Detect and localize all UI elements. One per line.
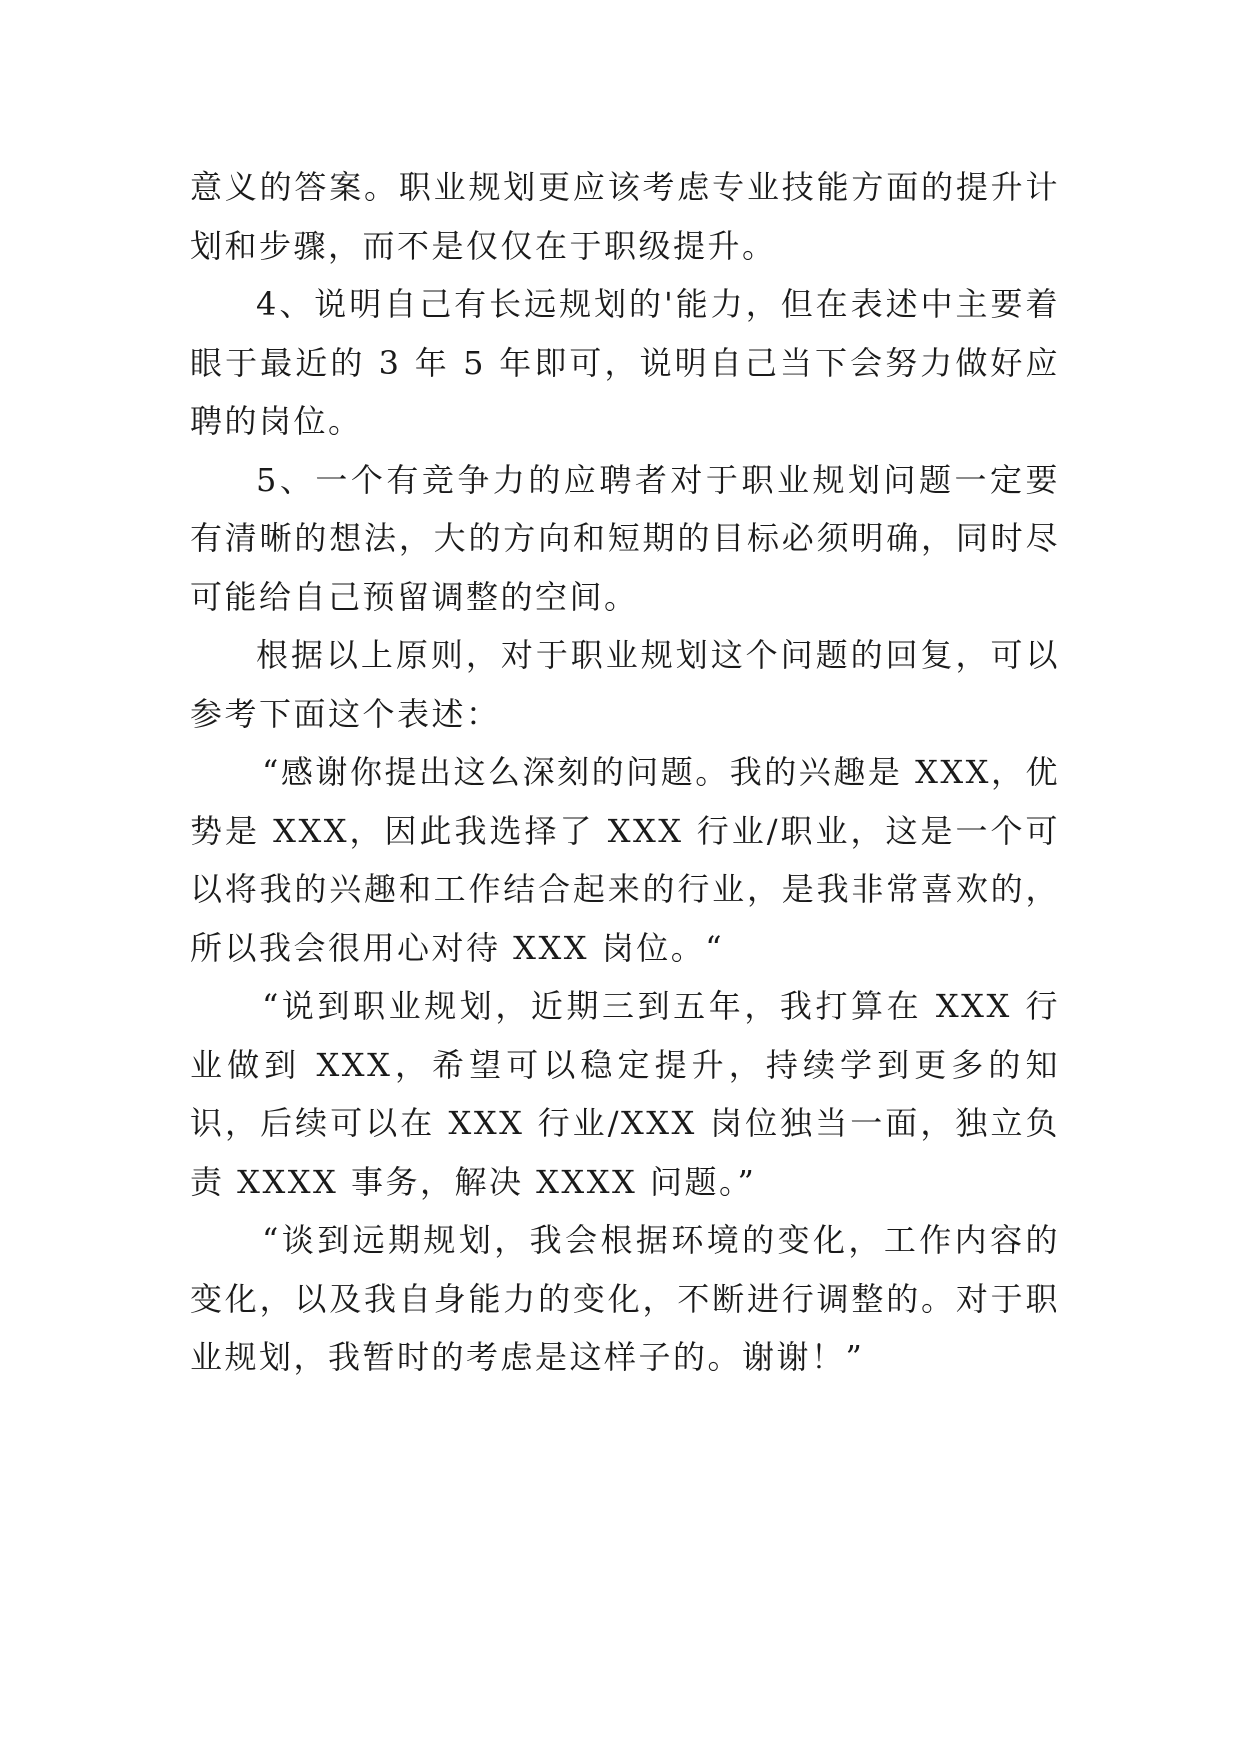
document-body: [190, 158, 1060, 1387]
paragraph-point-4: 4、说明自己有长远规划的'能力，但在表述中主要着眼于最近的 3 年 5 年即可，说明自己当下会努力做好应聘的岗位。: [190, 285, 1060, 440]
paragraph-intro-answer: 根据以上原则，对于职业规划这个问题的回复，可以参考下面这个表述：: [190, 636, 1060, 733]
paragraph-point-5: 5、一个有竞争力的应聘者对于职业规划问题一定要有清晰的想法，大的方向和短期的目标必须明确，同时尽可能给自己预留调整的空间。: [190, 460, 1060, 616]
paragraph-continuation: 意义的答案。职业规划更应该考虑专业技能方面的提升计划和步骤，而不是仅仅在于职级提升。: [190, 168, 1060, 265]
paragraph-quote-interest: “感谢你提出这么深刻的问题。我的兴趣是 XXX，优势是 XXX，因此我选择了 XXX 行业/职业，这是一个可以将我的兴趣和工作结合起来的行业，是我非常喜欢的，所以我会很用心对待 XXX 岗位。“: [190, 753, 1060, 967]
paragraph-quote-long-term: “谈到远期规划，我会根据环境的变化，工作内容的变化，以及我自身能力的变化，不断进行调整的。对于职业规划，我暂时的考虑是这样子的。谢谢！”: [190, 1221, 1060, 1376]
paragraph-quote-short-term: “说到职业规划，近期三到五年，我打算在 XXX 行业做到 XXX，希望可以稳定提升，持续学到更多的知识，后续可以在 XXX 行业/XXX 岗位独当一面，独立负责 XXXX 事务，解决 XXXX 问题。”: [190, 987, 1060, 1201]
